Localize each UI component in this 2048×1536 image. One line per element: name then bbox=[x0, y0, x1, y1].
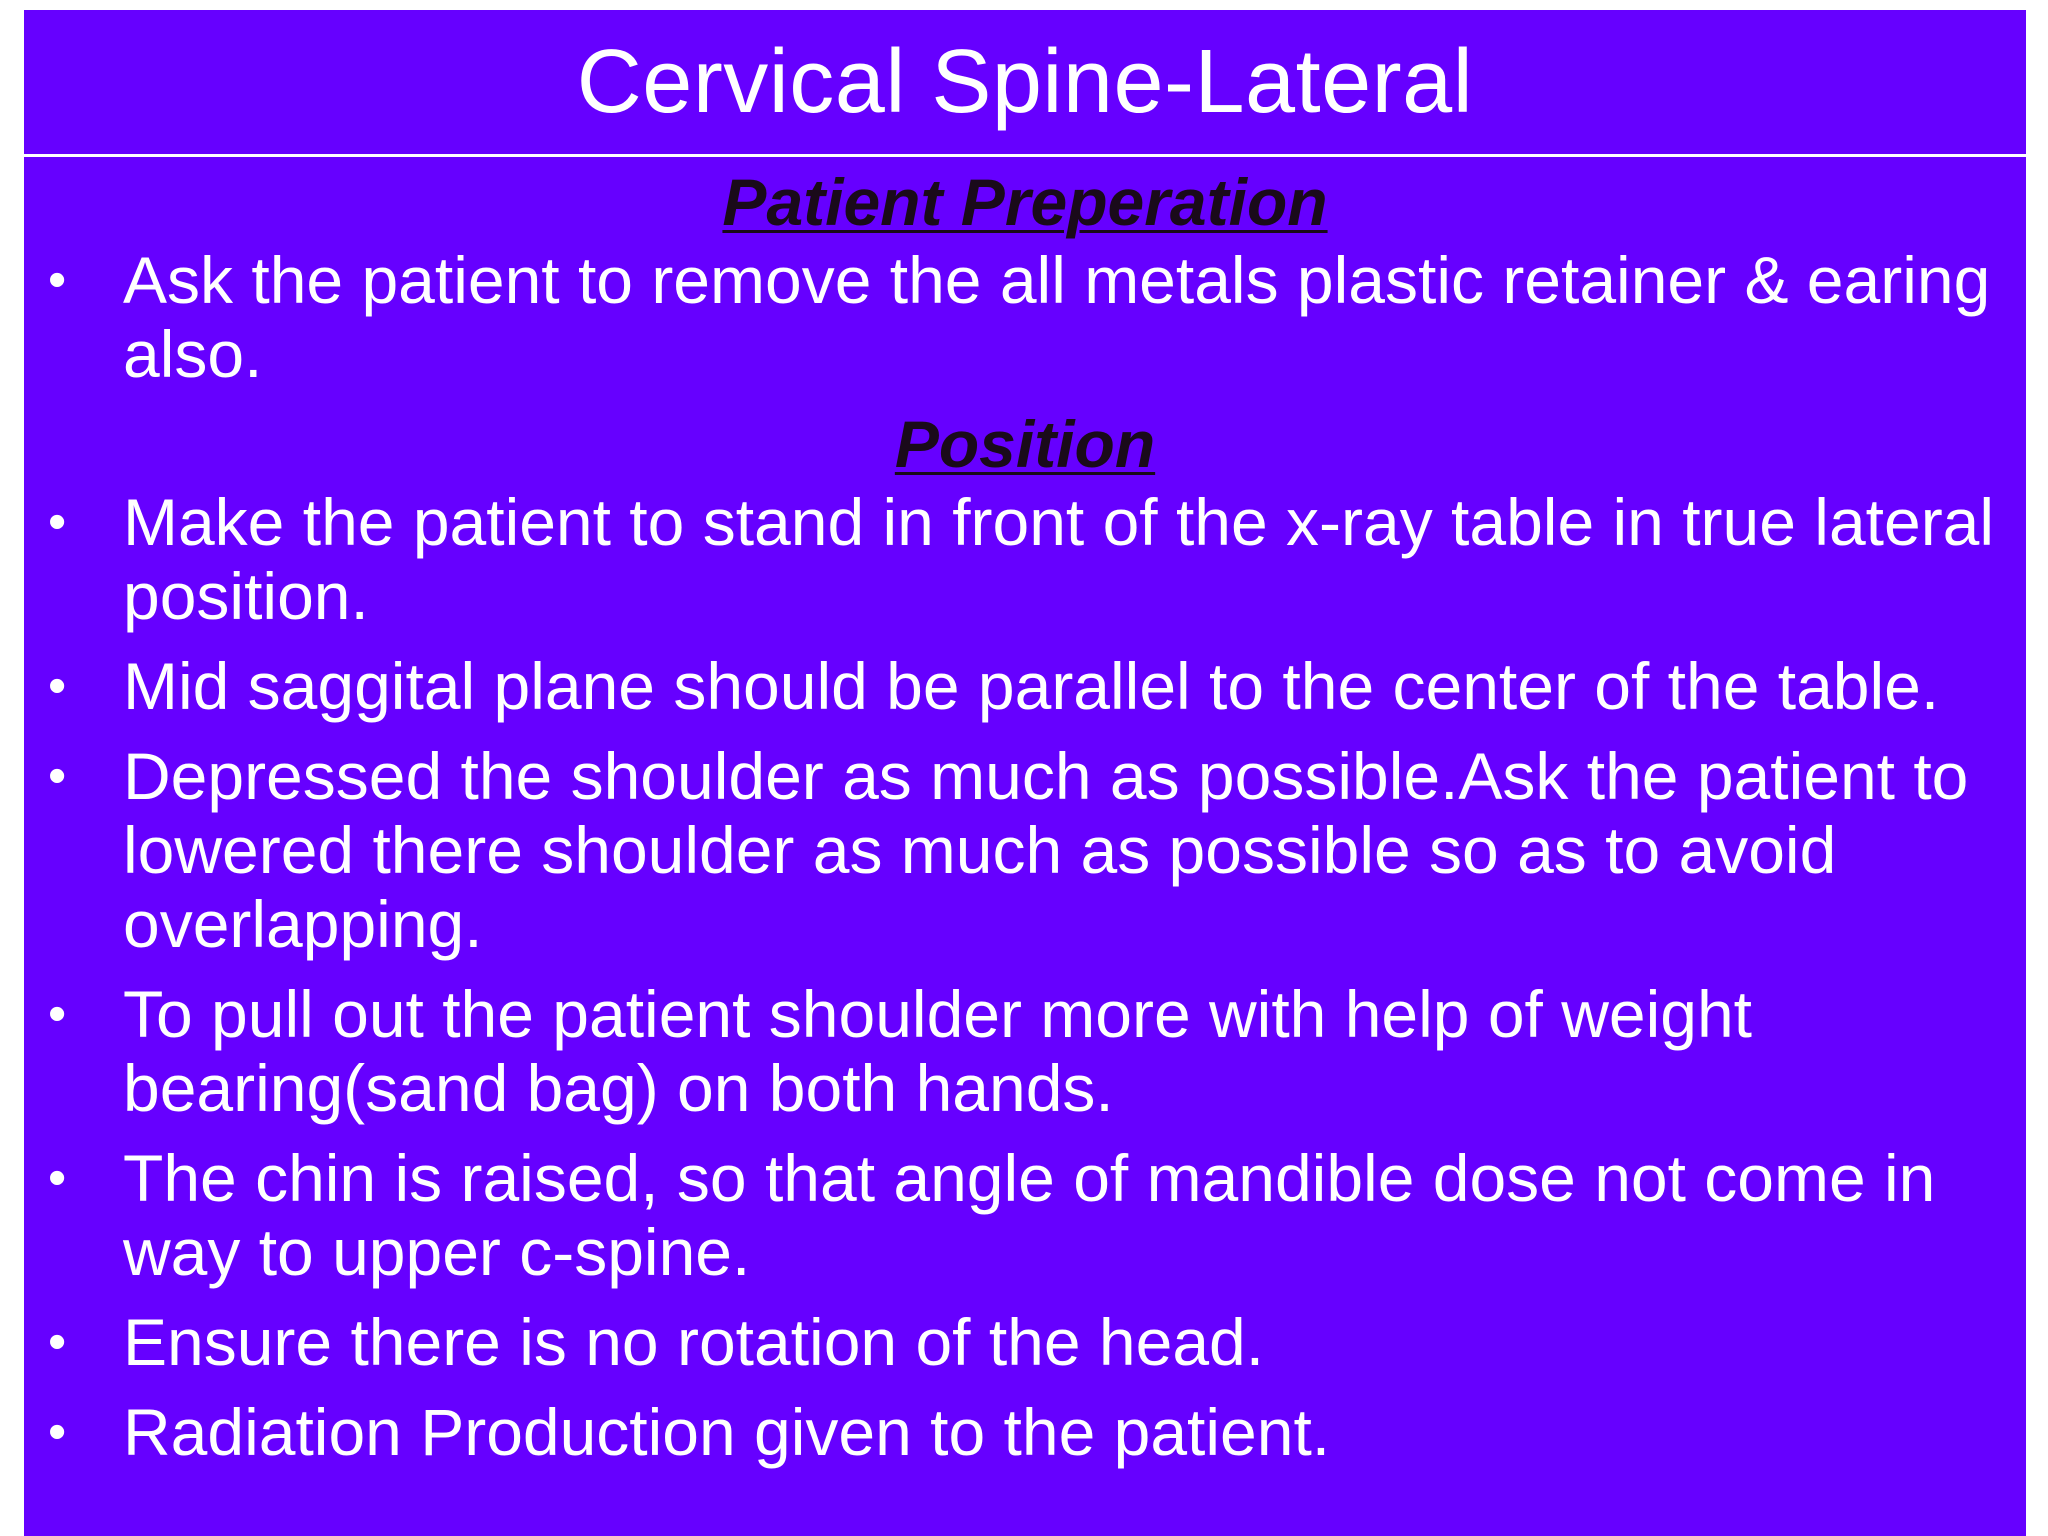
bullet-icon: • bbox=[48, 746, 67, 805]
slide bbox=[24, 10, 2026, 1536]
bullet-item bbox=[24, 977, 2026, 1125]
slide-title: Cervical Spine-Lateral bbox=[576, 32, 1474, 132]
bullet-text: The chin is raised, so that angle of mandible dose not come in way to upper c-spine. bbox=[123, 1140, 1936, 1289]
bullet-icon: • bbox=[48, 1402, 67, 1461]
bullet-text: Depressed the shoulder as much as possible.Ask the patient to lowered there shoulder as much as possible so as to avoid overlapping. bbox=[123, 738, 1969, 961]
bullet-text: Radiation Production given to the patient. bbox=[123, 1394, 1331, 1469]
bullet-text: Make the patient to stand in front of the x-ray table in true lateral position. bbox=[123, 484, 1995, 633]
bullet-item bbox=[24, 1141, 2026, 1289]
bullet-item bbox=[24, 485, 2026, 633]
slide-content bbox=[24, 157, 2026, 1469]
bullet-icon: • bbox=[48, 1148, 67, 1207]
bullet-item bbox=[24, 1395, 2026, 1469]
bullet-icon: • bbox=[48, 1312, 67, 1371]
bullet-icon: • bbox=[48, 492, 67, 551]
bullet-item bbox=[24, 243, 2026, 391]
bullet-text: Ensure there is no rotation of the head. bbox=[123, 1304, 1265, 1379]
bullet-icon: • bbox=[48, 656, 67, 715]
bullet-text: Ask the patient to remove the all metals plastic retainer & earing also. bbox=[123, 242, 1991, 391]
bullet-list-preparation bbox=[24, 243, 2026, 391]
bullet-icon: • bbox=[48, 250, 67, 309]
bullet-item bbox=[24, 1305, 2026, 1379]
bullet-item bbox=[24, 649, 2026, 723]
section-heading-position: Position bbox=[894, 406, 1156, 481]
bullet-icon: • bbox=[48, 984, 67, 1043]
bullet-item bbox=[24, 739, 2026, 961]
bullet-text: To pull out the patient shoulder more with help of weight bearing(sand bag) on both hands. bbox=[123, 976, 1752, 1125]
bullet-text: Mid saggital plane should be parallel to the center of the table. bbox=[123, 648, 1940, 723]
bullet-list-position bbox=[24, 485, 2026, 1469]
section-heading-patient-preparation: Patient Preperation bbox=[722, 165, 1328, 239]
